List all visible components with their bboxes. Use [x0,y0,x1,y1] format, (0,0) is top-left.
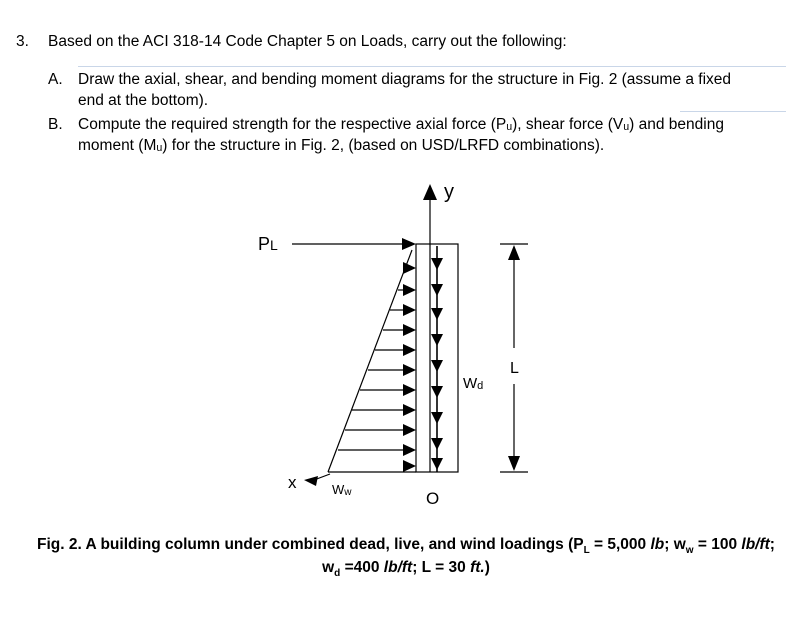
dimension-arrow-down [508,456,520,471]
figure-caption-line1: Fig. 2. A building column under combined dead, live, and wind loadings ($P_L = 5,000$ lb; $w_w = 100$ lb/ft; [37,536,775,557]
y-axis-arrowhead [423,184,437,200]
dimension-arrow-up [508,245,520,260]
wind-load-envelope [328,250,412,472]
part-a-line1: Draw the axial, shear, and bending moment diagrams for the structure in Fig. 2 (assume a fixed [78,71,732,88]
origin-label: O [426,489,440,508]
dead-load-label: Wd [463,375,484,392]
part-a-letter: A. [48,71,63,88]
point-load-arrowhead [402,238,416,250]
wind-load-arrows [338,268,406,450]
wind-load-label: Ww [332,482,352,498]
question-number: 3. [16,33,29,50]
part-b-letter: B. [48,116,63,133]
part-b-line2: moment (Mᵤ) for the structure in Fig. 2, (based on USD/LRFD combinations). [78,137,605,154]
x-axis-arrowhead [304,476,318,486]
point-load-label: PL [258,234,278,254]
length-label: L [510,360,519,377]
y-axis-label: y [444,181,454,203]
wind-load-arrowheads [403,262,416,472]
part-a-line2: end at the bottom). [78,92,209,109]
x-axis-label: x [288,473,297,492]
question-intro: Based on the ACI 318-14 Code Chapter 5 on Loads, carry out the following: [48,33,567,50]
dead-load-arrowheads [431,258,443,470]
figure-caption-line2: $w_d =400$ lb/ft; L = 30 ft.) [322,559,490,580]
part-b-line1: Compute the required strength for the respective axial force (Pᵤ), shear force (Vᵤ) and bending [78,116,724,133]
